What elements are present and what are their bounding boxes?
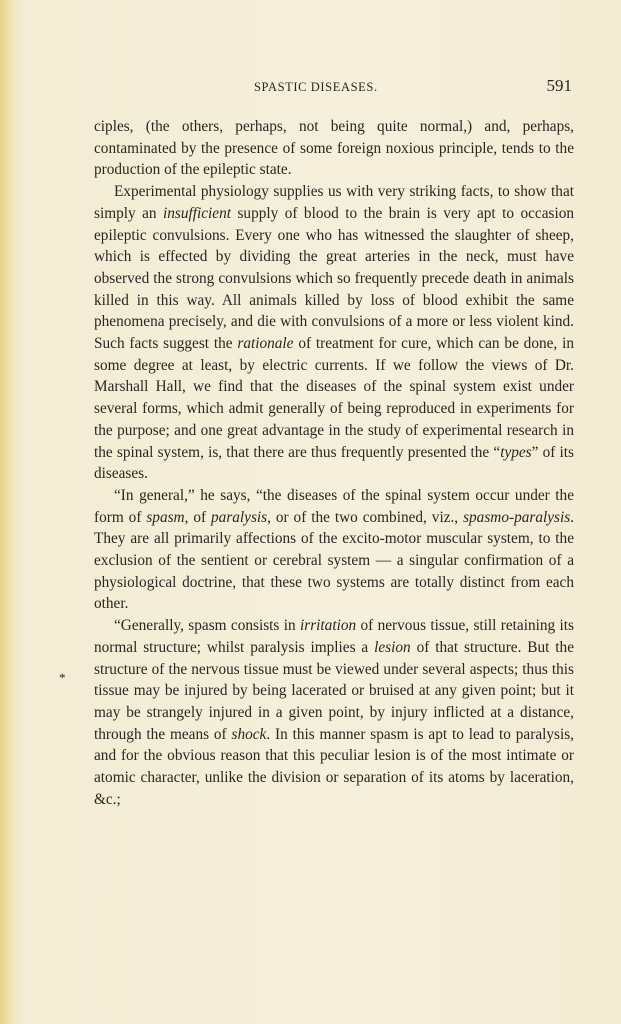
paragraph-2-text: Experimental physiology supplies us with very striking facts, to show that simply an [94, 183, 574, 222]
paragraph-3 [94, 485, 574, 615]
emphasis-spasm: spasm [146, 508, 185, 526]
paragraph-4 [94, 615, 574, 810]
paragraph-3-text: , or of the two combined, viz., [267, 508, 464, 526]
paragraph-1: ciples, (the others, perhaps, not being quite normal,) and, perhaps, contaminated by the presence of some foreign noxious principle, tends to the production of the epileptic state. [94, 118, 574, 179]
emphasis-shock: shock [231, 725, 267, 743]
paragraph-2-text: ” of its diseases. [94, 443, 574, 483]
emphasis-insufficient: insufficient [163, 204, 231, 222]
emphasis-types: types [500, 443, 532, 461]
running-head: SPASTIC DISEASES. [254, 80, 378, 94]
paragraph-4-text: . In this manner spasm is apt to lead to paralysis, and for the obvious reason that this peculiar lesion is of the most intimate or atomic character, unlike the division or separation of its atoms by laceration, &c.; [94, 725, 574, 808]
paragraph-3-text: , of [184, 508, 212, 526]
body-text [94, 116, 574, 811]
paragraph-3-text: “In general,” he says, “the diseases of the spinal system occur under the form of [94, 486, 574, 526]
page-header [94, 76, 574, 98]
paragraph-2-text: of treatment for cure, which can be done, in some degree at least, by electric currents. If we follow the views of Dr. Marshall Hall, we find that the diseases of the spinal system exist under several forms, which admit generally of being reproduced in experiments for the purpose; and one great advantage in the study of experimental research in the spinal system, is, that there are thus frequently presented the “ [94, 335, 574, 461]
paragraph-2 [94, 181, 574, 485]
paragraph-4-text: “Generally, spasm consists in [114, 617, 301, 635]
paragraph-3-text: . They are all primarily affections of the excito-motor muscular system, to the exclusion of the sentient or cerebral system — a singular confirmation of a physiological doctrine, that these two systems are totally distinct from each other. [94, 508, 574, 613]
paragraph-4-text: of that structure. But the structure of the nervous tissue must be viewed under several aspects; thus this tissue may be injured by being lacerated or bruised at any given point; but it may be strangely injured in a given point, by injury inflicted at a distance, through the means of [94, 638, 574, 743]
paragraph-2-text: supply of blood to the brain is very apt to occasion epileptic convulsions. Every one who has witnessed the slaughter of sheep, which is effected by dividing the great arteries in the neck, must have observed the strong convulsions which so frequently precede death in animals killed in this way. All animals killed by loss of blood exhibit the same phenomena precisely, and die with convulsions of a more or less violent kind. Such facts suggest the [94, 204, 574, 353]
margin-mark: * [59, 670, 66, 685]
emphasis-lesion: lesion [374, 638, 411, 656]
emphasis-irritation: irritation [300, 617, 357, 635]
emphasis-spasmo-paralysis: spasmo-paralysis [463, 508, 571, 526]
page-number: 591 [546, 76, 572, 95]
emphasis-paralysis: paralysis [211, 508, 268, 526]
paragraph-4-text: of nervous tissue, still retaining its normal structure; whilst paralysis implies a [94, 617, 574, 656]
emphasis-rationale: rationale [237, 335, 294, 353]
